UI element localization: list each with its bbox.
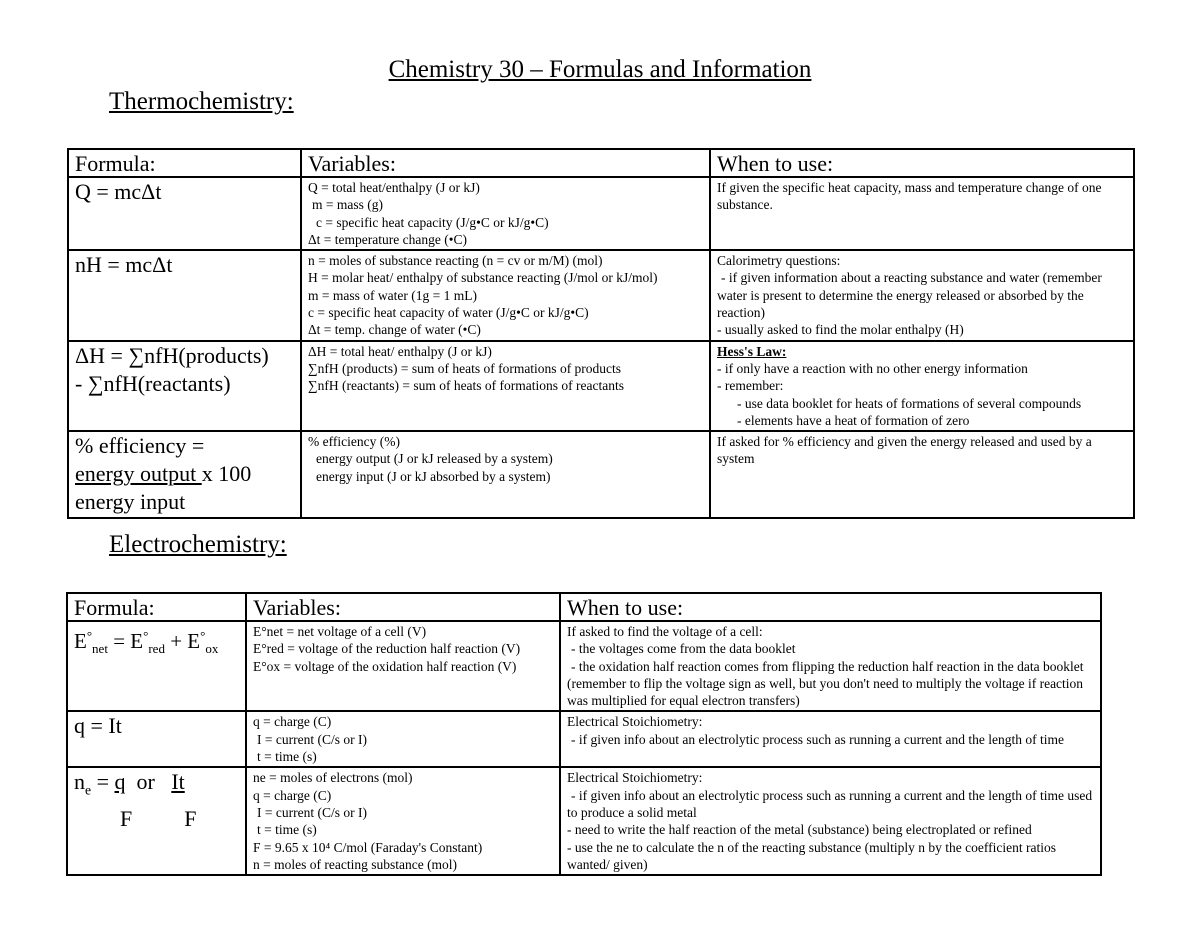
formula-cell: $n_e = q$ or It F F — [67, 767, 246, 875]
variables-cell: ΔH = total heat/ enthalpy (J or kJ) ∑nfH (products) = sum of heats of formations of products ∑nfH (reactants) = sum of heats of formations of reactants — [301, 341, 710, 431]
thermochemistry-heading: Thermochemistry: — [109, 88, 294, 115]
table-row — [67, 621, 1101, 711]
formula-cell: q = It — [67, 711, 246, 767]
header-when: When to use: — [560, 593, 1101, 621]
header-variables: Variables: — [246, 593, 560, 621]
variables-cell: n = moles of substance reacting (n = cv or m/M) (mol) H = molar heat/ enthalpy of substance reacting (J/mol or kJ/mol) m = mass of water (1g = 1 mL) c = specific heat capacity of water (J/g•C or kJ/g•C) Δt = temp. change of water (•C) — [301, 250, 710, 340]
variables-cell: % efficiency (%) energy output (J or kJ released by a system) energy input (J or kJ absorbed by a system) — [301, 431, 710, 518]
formula-cell: nH = mcΔt — [68, 250, 301, 340]
when-cell: Hess's Law: - if only have a reaction with no other energy information - remember: - use data booklet for heats of formations of several compounds - elements have a heat of formation of zero — [710, 341, 1134, 431]
page-title: Chemistry 30 – Formulas and Information — [388, 56, 812, 83]
when-cell: If asked for % efficiency and given the energy released and used by a system — [710, 431, 1134, 518]
variables-cell: ne = moles of electrons (mol) q = charge (C) I = current (C/s or I) t = time (s) F = 9.65 x 10⁴ C/mol (Faraday's Constant) n = moles of reacting substance (mol) — [246, 767, 560, 875]
table-row — [68, 177, 1134, 250]
variables-cell: E°net = net voltage of a cell (V) E°red = voltage of the reduction half reaction (V) E°ox = voltage of the oxidation half reaction (V) — [246, 621, 560, 711]
electrochemistry-table — [66, 592, 1102, 876]
formula-cell: $E^\circ_{net} = E^\circ_{red} + E^\circ_{ox}$ — [67, 621, 246, 711]
formula-cell: Q = mcΔt — [68, 177, 301, 250]
header-formula: Formula: — [68, 149, 301, 177]
when-cell: Electrical Stoichiometry: - if given info about an electrolytic process such as running a current and the length of time used to produce a solid metal - need to write the half reaction of the metal (substance) being electroplated or refined - use the ne to calculate the n of the reacting substance (multiply n by the coefficient ratios wanted/ given) — [560, 767, 1101, 875]
when-cell: If given the specific heat capacity, mass and temperature change of one substance. — [710, 177, 1134, 250]
table-header-row — [67, 593, 1101, 621]
table-row — [67, 711, 1101, 767]
formula-cell: ΔH = ∑nfH(products) - ∑nfH(reactants) — [68, 341, 301, 431]
electrochemistry-heading: Electrochemistry: — [109, 531, 287, 558]
when-cell: Calorimetry questions: - if given information about a reacting substance and water (remember water is present to determine the energy released or absorbed by the reaction) - usually asked to find the molar enthalpy (H) — [710, 250, 1134, 340]
table-row — [68, 431, 1134, 518]
when-cell: Electrical Stoichiometry: - if given info about an electrolytic process such as running a current and the length of time — [560, 711, 1101, 767]
hess-law-title: Hess's Law: — [717, 343, 787, 359]
table-row — [67, 767, 1101, 875]
formula-cell: % efficiency = energy output x 100 energy input — [68, 431, 301, 518]
table-row — [68, 250, 1134, 340]
when-cell: If asked to find the voltage of a cell: - the voltages come from the data booklet - the oxidation half reaction comes from flipping the reduction half reaction in the data booklet (remember to flip the voltage sign as well, but you don't need to multiply the voltage if reaction was multiplied for equal electron transfers) — [560, 621, 1101, 711]
thermochemistry-table — [67, 148, 1135, 519]
header-when: When to use: — [710, 149, 1134, 177]
header-variables: Variables: — [301, 149, 710, 177]
header-formula: Formula: — [67, 593, 246, 621]
table-row — [68, 341, 1134, 431]
variables-cell: q = charge (C) I = current (C/s or I) t = time (s) — [246, 711, 560, 767]
table-header-row — [68, 149, 1134, 177]
variables-cell: Q = total heat/enthalpy (J or kJ) m = mass (g) c = specific heat capacity (J/g•C or kJ/g•C) Δt = temperature change (•C) — [301, 177, 710, 250]
